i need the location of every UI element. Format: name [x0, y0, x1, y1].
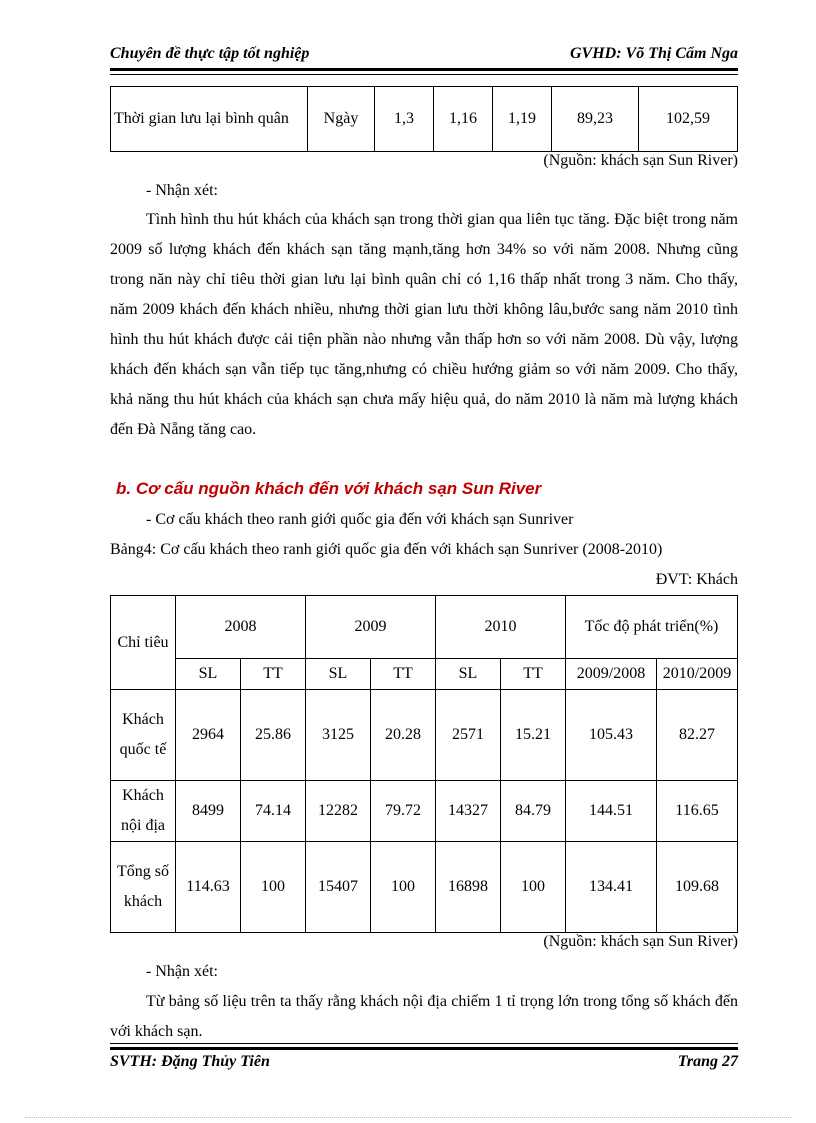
subheader-cell: TT [371, 659, 436, 690]
source-note: (Nguồn: khách sạn Sun River) [543, 933, 738, 950]
year-header: 2010 [436, 596, 566, 659]
header-rule [110, 68, 738, 75]
subheader-cell: TT [241, 659, 306, 690]
table-header-row [111, 596, 738, 659]
row-label: Khách nội địa [111, 781, 176, 842]
value-cell: 2964 [176, 690, 241, 781]
value-cell: 134.41 [566, 842, 657, 933]
value-cell: 1,3 [375, 87, 434, 152]
value-cell: 1,16 [434, 87, 493, 152]
value-cell: 15407 [306, 842, 371, 933]
subheader-cell: 2010/2009 [657, 659, 738, 690]
value-cell: 89,23 [552, 87, 639, 152]
value-cell: 105.43 [566, 690, 657, 781]
subheader-cell: SL [306, 659, 371, 690]
value-cell: 3125 [306, 690, 371, 781]
table-row [111, 781, 738, 842]
analysis-paragraph [110, 205, 738, 445]
header-right: GVHD: Võ Thị Cẩm Nga [569, 45, 738, 62]
footer-rule [110, 1043, 738, 1050]
source-note: (Nguồn: khách sạn Sun River) [543, 152, 738, 169]
remark-label: - Nhận xét: [146, 963, 218, 980]
value-cell: 20.28 [371, 690, 436, 781]
section-heading: b. Cơ cấu nguồn khách đến với khách sạn Sun River [116, 479, 542, 498]
table-caption: Bảng4: Cơ cấu khách theo ranh giới quốc gia đến với khách sạn Sunriver (2008-2010) [110, 541, 663, 558]
table-row [111, 690, 738, 781]
remark-label: - Nhận xét: [146, 182, 218, 199]
value-cell: 16898 [436, 842, 501, 933]
value-cell: 25.86 [241, 690, 306, 781]
row-label: Thời gian lưu lại bình quân [111, 87, 308, 152]
year-header: 2008 [176, 596, 306, 659]
value-cell: 109.68 [657, 842, 738, 933]
table-row [111, 842, 738, 933]
stay-duration-table [110, 86, 738, 152]
value-cell: 100 [241, 842, 306, 933]
guest-structure-table [110, 595, 738, 933]
table-row [111, 87, 738, 152]
paragraph-text: Tình hình thu hút khách của khách sạn trong thời gian qua liên tục tăng. Đặc biệt trong năm 2009 số lượng khách đến khách sạn tăng mạnh,tăng hơn 34% so với năm 2008. Nhưng cũng trong năn này chỉ tiêu thời gian lưu lại bình quân chỉ có 1,16 thấp nhất trong 3 năm. Cho thấy, năm 2009 khách đến khách nhiều, nhưng thời gian lưu thời không lâu,bước sang năm 2010 tình hình thu hút khách được cải tiện phần nào nhưng vẫn thấp hơn so với năm 2008. Dù vậy, lượng khách đến khách sạn vẫn tiếp tục tăng,nhưng có chiều hướng giảm so với năm 2009. Cho thấy, khả năng thu hút khách của khách sạn chưa mấy hiệu quả, do năm 2010 là năm mà lượng khách đến Đà Nẵng tăng cao. [110, 211, 738, 438]
value-cell: 144.51 [566, 781, 657, 842]
value-cell: 100 [371, 842, 436, 933]
subheader-cell: SL [176, 659, 241, 690]
value-cell: 84.79 [501, 781, 566, 842]
page-bottom-divider [25, 1117, 791, 1118]
subheader-cell: SL [436, 659, 501, 690]
value-cell: 12282 [306, 781, 371, 842]
value-cell: 79.72 [371, 781, 436, 842]
conclusion-paragraph [110, 987, 738, 1047]
page-number: Trang 27 [677, 1053, 738, 1070]
value-cell: 100 [501, 842, 566, 933]
subheader-cell: TT [501, 659, 566, 690]
value-cell: 15.21 [501, 690, 566, 781]
growth-header: Tốc độ phát triển(%) [566, 596, 738, 659]
row-label: Tổng số khách [111, 842, 176, 933]
value-cell: 1,19 [493, 87, 552, 152]
subheader-cell: 2009/2008 [566, 659, 657, 690]
value-cell: 102,59 [639, 87, 738, 152]
corner-header: Chỉ tiêu [111, 596, 176, 690]
value-cell: 2571 [436, 690, 501, 781]
value-cell: 14327 [436, 781, 501, 842]
value-cell: 116.65 [657, 781, 738, 842]
page-header [110, 45, 738, 63]
year-header: 2009 [306, 596, 436, 659]
value-cell: 114.63 [176, 842, 241, 933]
unit-cell: Ngày [308, 87, 375, 152]
unit-note: ĐVT: Khách [655, 571, 738, 588]
header-left: Chuyên đề thực tập tốt nghiệp [110, 45, 310, 62]
paragraph-text: Từ bảng số liệu trên ta thấy rằng khách nội địa chiếm 1 tỉ trọng lớn trong tổng số khách đến với khách sạn. [110, 993, 738, 1040]
value-cell: 8499 [176, 781, 241, 842]
value-cell: 82.27 [657, 690, 738, 781]
page-footer [110, 1053, 738, 1071]
subtitle: - Cơ cấu khách theo ranh giới quốc gia đến với khách sạn Sunriver [146, 511, 574, 528]
footer-left: SVTH: Đặng Thủy Tiên [110, 1053, 270, 1070]
value-cell: 74.14 [241, 781, 306, 842]
row-label: Khách quốc tế [111, 690, 176, 781]
table-subheader-row [111, 659, 738, 690]
